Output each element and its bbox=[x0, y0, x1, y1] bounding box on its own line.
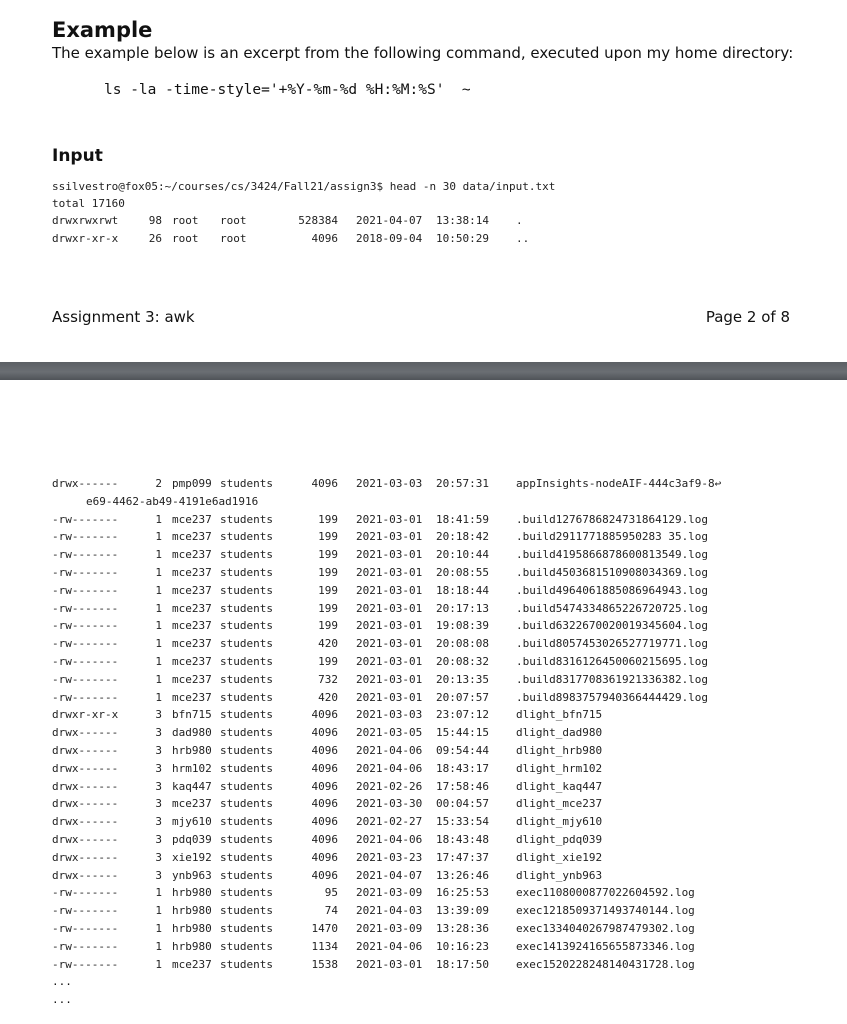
listing-name: exec1108000877022604592.log bbox=[516, 886, 695, 900]
listing-links: 26 bbox=[148, 232, 162, 245]
listing-date: 2021-04-03 bbox=[356, 904, 423, 918]
listing-perm: drwx------ bbox=[52, 850, 119, 864]
listing-group: students bbox=[220, 583, 273, 597]
listing-size: 528384 bbox=[298, 214, 338, 227]
listing-owner: mce237 bbox=[172, 530, 212, 544]
listing-name: .build6322670020019345604.log bbox=[516, 619, 709, 633]
listing-owner: dad980 bbox=[172, 726, 212, 740]
listing-owner: hrb980 bbox=[172, 886, 212, 900]
listing-owner: xie192 bbox=[172, 850, 212, 864]
listing-owner: pdq039 bbox=[172, 833, 212, 846]
listing-size: 199 bbox=[318, 655, 338, 668]
listing-time: 13:38:14 bbox=[436, 214, 489, 227]
listing-date: 2021-03-01 bbox=[356, 957, 423, 971]
listing-date: 2021-03-01 bbox=[356, 583, 423, 597]
listing-group: students bbox=[220, 779, 273, 793]
listing-size: 4096 bbox=[311, 815, 338, 829]
listing-name: exec1413924165655873346.log bbox=[516, 939, 695, 953]
listing-name: dlight_ynb963 bbox=[516, 868, 603, 882]
listing-links: 3 bbox=[155, 761, 162, 775]
listing-time: 20:08:55 bbox=[436, 566, 489, 579]
command-text: ls -la -time-style='+%Y-%m-%d %H:%M:%S' ~ bbox=[104, 82, 471, 98]
listing-name: .build4195866878600813549.log bbox=[516, 548, 709, 562]
listing-group: students bbox=[220, 512, 273, 526]
listing-date: 2021-03-03 bbox=[356, 477, 423, 490]
listing-group: students bbox=[220, 797, 273, 811]
listing-date: 2021-04-06 bbox=[356, 939, 423, 953]
listing-group: students bbox=[220, 939, 273, 953]
listing-group: students bbox=[220, 601, 273, 615]
listing-group: students bbox=[220, 761, 273, 775]
listing-name: exec1520228248140431728.log bbox=[516, 957, 695, 971]
listing-perm: drwxr-xr-x bbox=[52, 232, 119, 245]
listing-size: 4096 bbox=[311, 779, 338, 793]
listing-name: .build8317708361921336382.log bbox=[516, 672, 709, 686]
listing-date: 2021-03-01 bbox=[356, 566, 423, 579]
listing-owner: mce237 bbox=[172, 637, 212, 651]
listing-size: 199 bbox=[318, 619, 338, 633]
listing-owner: hrb980 bbox=[172, 922, 212, 935]
listing-perm: drwx------ bbox=[52, 761, 119, 775]
listing-links: 3 bbox=[155, 779, 162, 793]
listing-size: 1538 bbox=[311, 957, 338, 971]
listing-size: 1470 bbox=[311, 922, 338, 935]
listing-group: root bbox=[220, 232, 247, 245]
listing-date: 2021-04-06 bbox=[356, 833, 423, 846]
listing-date: 2021-02-26 bbox=[356, 779, 423, 793]
listing-time: 15:44:15 bbox=[436, 726, 489, 740]
listing-owner: mce237 bbox=[172, 512, 212, 526]
listing-name: exec1218509371493740144.log bbox=[516, 904, 695, 918]
listing-group: students bbox=[220, 744, 273, 757]
listing-perm: drwx------ bbox=[52, 797, 119, 811]
listing-time: 13:39:09 bbox=[436, 904, 489, 918]
listing-size: 4096 bbox=[311, 744, 338, 757]
listing-time: 19:08:39 bbox=[436, 619, 489, 633]
listing-group: students bbox=[220, 833, 273, 846]
listing-time: 17:58:46 bbox=[436, 779, 489, 793]
footer-page-number: Page 2 of 8 bbox=[705, 308, 790, 326]
listing-name: .build4964061885086964943.log bbox=[516, 583, 709, 597]
listing-time: 00:04:57 bbox=[436, 797, 489, 811]
page-separator bbox=[0, 362, 847, 380]
listing-perm: -rw------- bbox=[52, 637, 119, 651]
footer-assignment-title: Assignment 3: awk bbox=[52, 308, 195, 326]
listing-perm: -rw------- bbox=[52, 548, 119, 562]
listing-perm: drwx------ bbox=[52, 726, 119, 740]
listing-group: students bbox=[220, 957, 273, 971]
listing-group: students bbox=[220, 922, 273, 935]
listing-time: 16:25:53 bbox=[436, 886, 489, 900]
listing-group: students bbox=[220, 672, 273, 686]
listing-time: 13:26:46 bbox=[436, 868, 489, 882]
listing-name: dlight_mjy610 bbox=[516, 815, 603, 829]
listing-date: 2021-02-27 bbox=[356, 815, 423, 829]
listing-owner: mce237 bbox=[172, 548, 212, 562]
listing-group: students bbox=[220, 566, 273, 579]
listing-owner: mce237 bbox=[172, 690, 212, 704]
listing-perm: -rw------- bbox=[52, 530, 119, 544]
listing-size: 199 bbox=[318, 548, 338, 562]
intro-text: The example below is an excerpt from the following command, executed upon my home directory: bbox=[52, 44, 794, 62]
listing-owner: hrb980 bbox=[172, 904, 212, 918]
listing-owner: mce237 bbox=[172, 619, 212, 633]
listing-date: 2021-03-01 bbox=[356, 637, 423, 651]
listing-perm: -rw------- bbox=[52, 512, 119, 526]
listing-date: 2021-03-03 bbox=[356, 708, 423, 722]
listing-owner: bfn715 bbox=[172, 708, 212, 722]
listing-perm: drwx------ bbox=[52, 868, 119, 882]
listing-date: 2021-03-09 bbox=[356, 886, 423, 900]
listing-perm: -rw------- bbox=[52, 672, 119, 686]
listing-name: .build5474334865226720725.log bbox=[516, 601, 709, 615]
listing-size: 199 bbox=[318, 601, 338, 615]
listing-owner: mce237 bbox=[172, 583, 212, 597]
listing-time: 18:43:17 bbox=[436, 761, 489, 775]
listing-date: 2021-03-01 bbox=[356, 530, 423, 544]
listing-links: 1 bbox=[155, 583, 162, 597]
page-1 bbox=[0, 0, 847, 362]
listing-links: 3 bbox=[155, 868, 162, 882]
listing-links: 98 bbox=[148, 214, 162, 227]
listing-links: 1 bbox=[155, 939, 162, 953]
listing-perm: drwx------ bbox=[52, 477, 119, 490]
listing-group: students bbox=[220, 726, 273, 740]
listing-links: 1 bbox=[155, 886, 162, 900]
listing-group: students bbox=[220, 477, 273, 490]
listing-group: students bbox=[220, 850, 273, 864]
listing-name: .build4503681510908034369.log bbox=[516, 566, 709, 579]
listing-size: 4096 bbox=[311, 850, 338, 864]
listing-group: students bbox=[220, 708, 273, 722]
listing-date: 2021-03-01 bbox=[356, 601, 423, 615]
listing-time: 13:28:36 bbox=[436, 922, 489, 935]
listing-date: 2021-03-09 bbox=[356, 922, 423, 935]
listing-time: 20:17:13 bbox=[436, 601, 489, 615]
listing-time: 10:50:29 bbox=[436, 232, 489, 245]
listing-time: 18:41:59 bbox=[436, 512, 489, 526]
listing-size: 4096 bbox=[311, 761, 338, 775]
listing-owner: hrb980 bbox=[172, 744, 212, 757]
listing-owner: hrm102 bbox=[172, 761, 212, 775]
listing-time: 20:57:31 bbox=[436, 477, 489, 490]
listing-links: 1 bbox=[155, 601, 162, 615]
listing-name: dlight_pdq039 bbox=[516, 833, 603, 846]
listing-date: 2021-04-07 bbox=[356, 214, 423, 227]
listing-links: 1 bbox=[155, 530, 162, 544]
example-heading: Example bbox=[52, 18, 153, 42]
listing-perm: -rw------- bbox=[52, 601, 119, 615]
listing-time: 17:47:37 bbox=[436, 850, 489, 864]
listing-size: 199 bbox=[318, 566, 338, 579]
listing-time: 18:17:50 bbox=[436, 957, 489, 971]
listing-time: 18:18:44 bbox=[436, 583, 489, 597]
listing-name: appInsights-nodeAIF-444c3af9-8↩ bbox=[516, 477, 722, 490]
listing-group: students bbox=[220, 530, 273, 544]
listing-group: students bbox=[220, 690, 273, 704]
listing-links: 1 bbox=[155, 904, 162, 918]
listing-group: students bbox=[220, 904, 273, 918]
listing-perm: -rw------- bbox=[52, 939, 119, 953]
listing-size: 420 bbox=[318, 637, 338, 651]
listing-time: 15:33:54 bbox=[436, 815, 489, 829]
listing-perm: -rw------- bbox=[52, 904, 119, 918]
listing-size: 732 bbox=[318, 672, 338, 686]
listing-size: 1134 bbox=[311, 939, 338, 953]
listing-size: 420 bbox=[318, 690, 338, 704]
listing-group: students bbox=[220, 655, 273, 668]
listing-name: . bbox=[516, 214, 523, 227]
ellipsis-line: ... bbox=[52, 975, 72, 988]
listing-group: students bbox=[220, 637, 273, 651]
listing-name: dlight_bfn715 bbox=[516, 708, 603, 722]
shell-prompt-line: ssilvestro@fox05:~/courses/cs/3424/Fall21/assign3$ head -n 30 data/input.txt bbox=[52, 180, 556, 193]
listing-date: 2021-03-05 bbox=[356, 726, 423, 740]
listing-time: 20:13:35 bbox=[436, 672, 489, 686]
listing-size: 4096 bbox=[311, 833, 338, 846]
listing-time: 20:18:42 bbox=[436, 530, 489, 544]
listing-size: 95 bbox=[324, 886, 338, 900]
listing-perm: -rw------- bbox=[52, 922, 119, 935]
listing-links: 3 bbox=[155, 744, 162, 757]
listing-perm: -rw------- bbox=[52, 957, 119, 971]
listing-name: dlight_hrb980 bbox=[516, 744, 603, 757]
listing-size: 4096 bbox=[311, 232, 338, 245]
listing-perm: -rw------- bbox=[52, 655, 119, 668]
listing-date: 2021-03-01 bbox=[356, 619, 423, 633]
listing-name: dlight_hrm102 bbox=[516, 761, 603, 775]
listing-name: dlight_xie192 bbox=[516, 850, 603, 864]
listing-perm: drwx------ bbox=[52, 833, 119, 846]
listing-date: 2021-04-06 bbox=[356, 744, 423, 757]
listing-links: 3 bbox=[155, 833, 162, 846]
listing-perm: -rw------- bbox=[52, 566, 119, 579]
listing-name: .build8057453026527719771.log bbox=[516, 637, 709, 651]
listing-size: 4096 bbox=[311, 868, 338, 882]
listing-name: .build8983757940366444429.log bbox=[516, 690, 709, 704]
listing-links: 1 bbox=[155, 672, 162, 686]
listing-owner: mce237 bbox=[172, 957, 212, 971]
listing-time: 23:07:12 bbox=[436, 708, 489, 722]
listing-perm: drwx------ bbox=[52, 779, 119, 793]
listing-name: dlight_kaq447 bbox=[516, 779, 603, 793]
listing-name: .build8316126450060215695.log bbox=[516, 655, 709, 668]
listing-size: 4096 bbox=[311, 726, 338, 740]
listing-date: 2021-03-01 bbox=[356, 672, 423, 686]
listing-owner: root bbox=[172, 214, 199, 227]
listing-owner: mce237 bbox=[172, 797, 212, 811]
listing-date: 2021-04-06 bbox=[356, 761, 423, 775]
listing-links: 1 bbox=[155, 619, 162, 633]
listing-date: 2021-03-01 bbox=[356, 690, 423, 704]
listing-time: 20:08:08 bbox=[436, 637, 489, 651]
listing-size: 4096 bbox=[311, 477, 338, 490]
listing-perm: -rw------- bbox=[52, 583, 119, 597]
listing-perm: -rw------- bbox=[52, 619, 119, 633]
listing-name: .build2911771885950283 35.log bbox=[516, 530, 709, 544]
listing-owner: pmp099 bbox=[172, 477, 212, 490]
listing-time: 20:07:57 bbox=[436, 690, 489, 704]
listing-perm: drwx------ bbox=[52, 744, 119, 757]
listing-links: 1 bbox=[155, 690, 162, 704]
listing-time: 10:16:23 bbox=[436, 939, 489, 953]
listing-date: 2021-03-01 bbox=[356, 548, 423, 562]
listing-owner: mjy610 bbox=[172, 815, 212, 829]
listing-perm: -rw------- bbox=[52, 690, 119, 704]
listing-owner: ynb963 bbox=[172, 868, 212, 882]
listing-name: .build1276786824731864129.log bbox=[516, 512, 709, 526]
listing-size: 199 bbox=[318, 583, 338, 597]
listing-links: 1 bbox=[155, 548, 162, 562]
input-heading: Input bbox=[52, 146, 103, 166]
listing-date: 2021-03-23 bbox=[356, 850, 423, 864]
listing-name: dlight_mce237 bbox=[516, 797, 603, 811]
listing-links: 3 bbox=[155, 726, 162, 740]
listing-owner: mce237 bbox=[172, 566, 212, 579]
listing-date: 2021-04-07 bbox=[356, 868, 423, 882]
listing-group: students bbox=[220, 619, 273, 633]
listing-name: exec1334040267987479302.log bbox=[516, 922, 695, 935]
listing-size: 74 bbox=[324, 904, 338, 918]
listing-group: root bbox=[220, 214, 247, 227]
listing-date: 2021-03-01 bbox=[356, 655, 423, 668]
listing-date: 2018-09-04 bbox=[356, 232, 423, 245]
listing-owner: mce237 bbox=[172, 672, 212, 686]
listing-time: 09:54:44 bbox=[436, 744, 489, 757]
listing-name: dlight_dad980 bbox=[516, 726, 603, 740]
listing-links: 1 bbox=[155, 637, 162, 651]
listing-group: students bbox=[220, 886, 273, 900]
listing-size: 4096 bbox=[311, 708, 338, 722]
listing-links: 3 bbox=[155, 815, 162, 829]
listing-perm: -rw------- bbox=[52, 886, 119, 900]
total-line: total 17160 bbox=[52, 197, 125, 210]
listing-group: students bbox=[220, 548, 273, 562]
listing-links: 3 bbox=[155, 708, 162, 722]
listing-perm: drwxr-xr-x bbox=[52, 708, 119, 722]
listing-links: 1 bbox=[155, 957, 162, 971]
listing-size: 4096 bbox=[311, 797, 338, 811]
listing-links: 3 bbox=[155, 850, 162, 864]
listing-owner: mce237 bbox=[172, 601, 212, 615]
listing-links: 1 bbox=[155, 922, 162, 935]
listing-links: 1 bbox=[155, 566, 162, 579]
listing-perm: drwx------ bbox=[52, 815, 119, 829]
page-2 bbox=[0, 380, 847, 1024]
ellipsis-line: ... bbox=[52, 993, 72, 1006]
listing-group: students bbox=[220, 815, 273, 829]
listing-name-continuation: e69-4462-ab49-4191e6ad1916 bbox=[86, 494, 259, 508]
listing-links: 3 bbox=[155, 797, 162, 811]
listing-size: 199 bbox=[318, 512, 338, 526]
listing-group: students bbox=[220, 868, 273, 882]
listing-date: 2021-03-01 bbox=[356, 512, 423, 526]
listing-perm: drwxrwxrwt bbox=[52, 214, 119, 227]
listing-owner: hrb980 bbox=[172, 939, 212, 953]
listing-owner: kaq447 bbox=[172, 779, 212, 793]
listing-links: 2 bbox=[155, 477, 162, 490]
listing-size: 199 bbox=[318, 530, 338, 544]
listing-owner: mce237 bbox=[172, 655, 212, 668]
listing-time: 20:10:44 bbox=[436, 548, 489, 562]
listing-date: 2021-03-30 bbox=[356, 797, 423, 811]
listing-links: 1 bbox=[155, 512, 162, 526]
listing-time: 20:08:32 bbox=[436, 655, 489, 668]
listing-owner: root bbox=[172, 232, 199, 245]
listing-links: 1 bbox=[155, 655, 162, 668]
listing-time: 18:43:48 bbox=[436, 833, 489, 846]
listing-name: .. bbox=[516, 232, 530, 245]
